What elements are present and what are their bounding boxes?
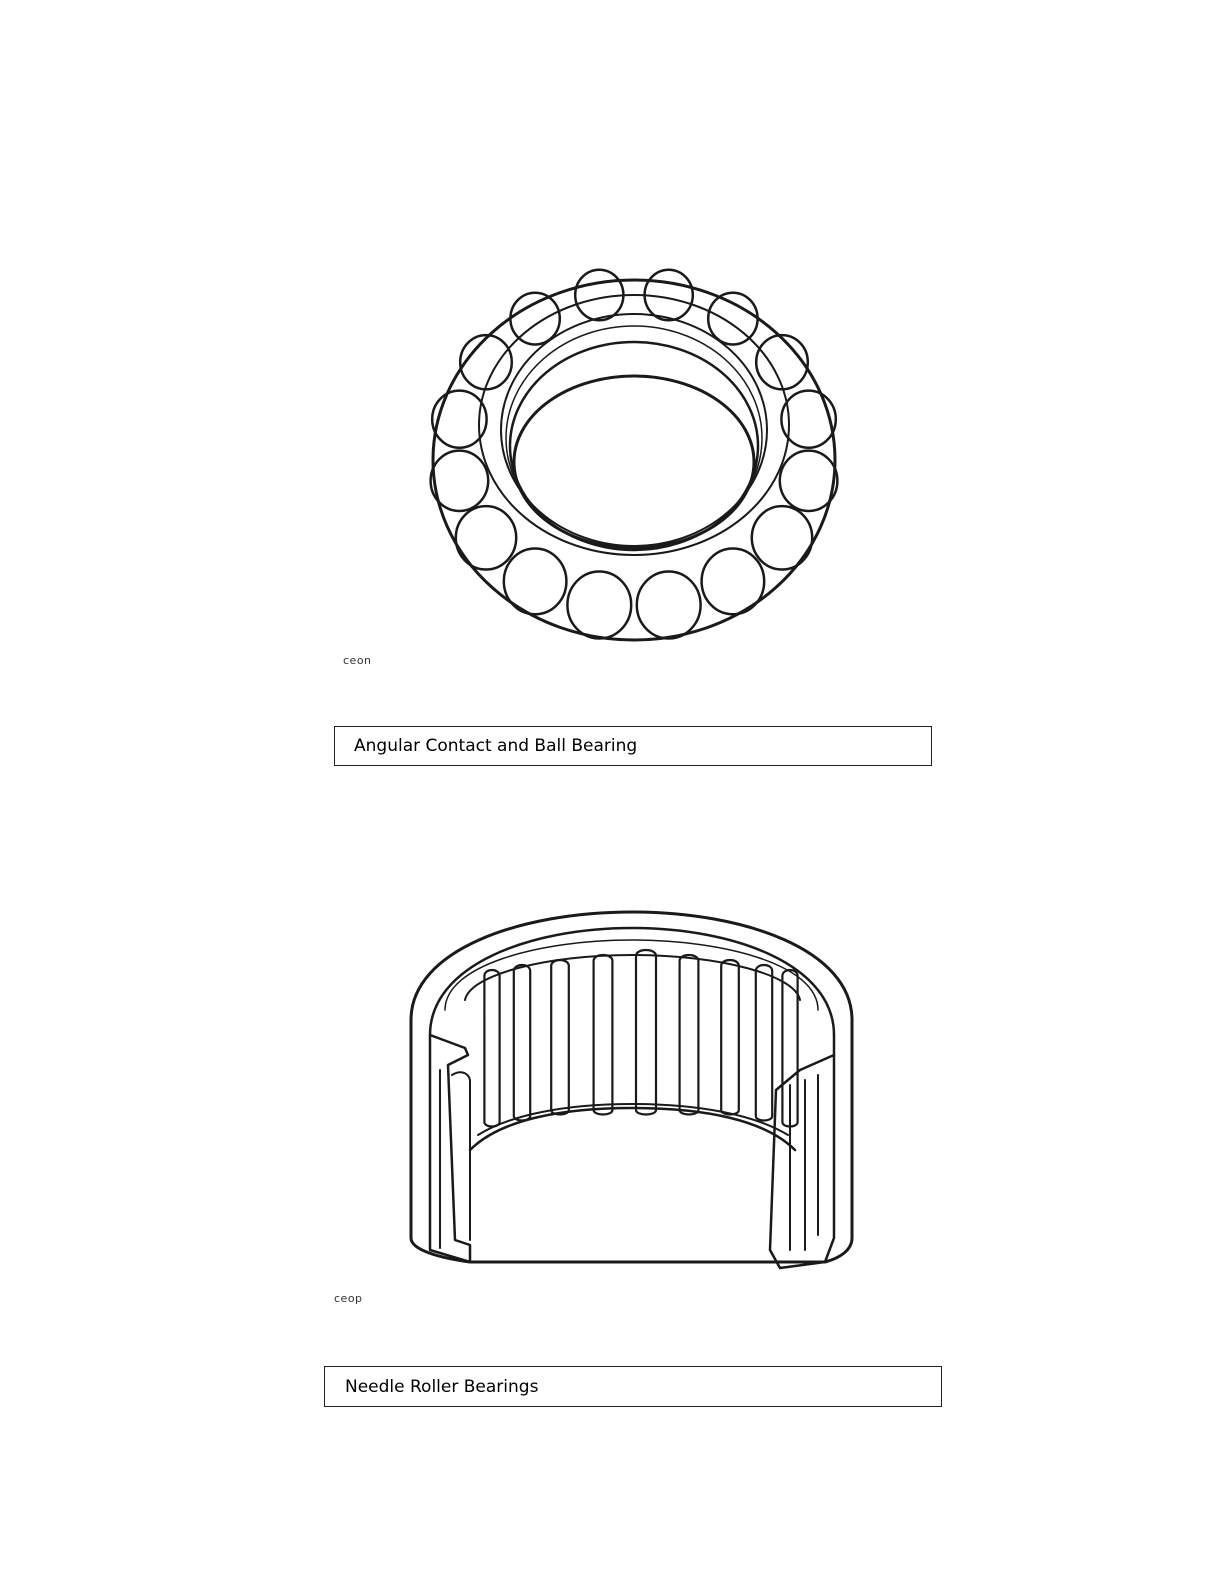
bearing-ball <box>504 549 567 615</box>
bearing-ball <box>431 451 489 511</box>
figure-caption-box <box>324 1366 942 1407</box>
needle-roller <box>514 965 530 1121</box>
needle-roller-bearing-illustration <box>400 900 865 1280</box>
bearing-balls-front <box>431 391 838 639</box>
bearing-ball <box>756 335 808 389</box>
figure-caption: Needle Roller Bearings <box>345 1376 539 1397</box>
needle-roller <box>484 970 499 1127</box>
figure-caption-box <box>334 726 932 766</box>
bearing-ball <box>456 506 516 569</box>
bearing-ball <box>702 549 765 615</box>
bearing-ball <box>708 293 757 345</box>
bearing-ball <box>752 506 812 569</box>
needle-roller <box>594 955 613 1115</box>
bearing-ball <box>567 572 631 639</box>
needle-roller <box>636 950 656 1115</box>
bearing-ball <box>510 293 559 345</box>
needle-roller <box>680 955 699 1115</box>
bearing-ball <box>637 572 701 639</box>
figure-caption: Angular Contact and Ball Bearing <box>354 736 638 756</box>
bearing-ball <box>780 451 838 511</box>
bearing-ball <box>460 335 512 389</box>
needle-roller <box>756 965 772 1121</box>
figure-id-label: ceop <box>334 1292 363 1305</box>
needle-roller <box>551 960 569 1115</box>
ball-bearing-illustration <box>420 262 850 652</box>
needle-rollers <box>484 950 797 1127</box>
figure-id-label: ceon <box>343 654 372 667</box>
needle-roller <box>721 960 739 1115</box>
bearing-balls <box>460 270 808 390</box>
